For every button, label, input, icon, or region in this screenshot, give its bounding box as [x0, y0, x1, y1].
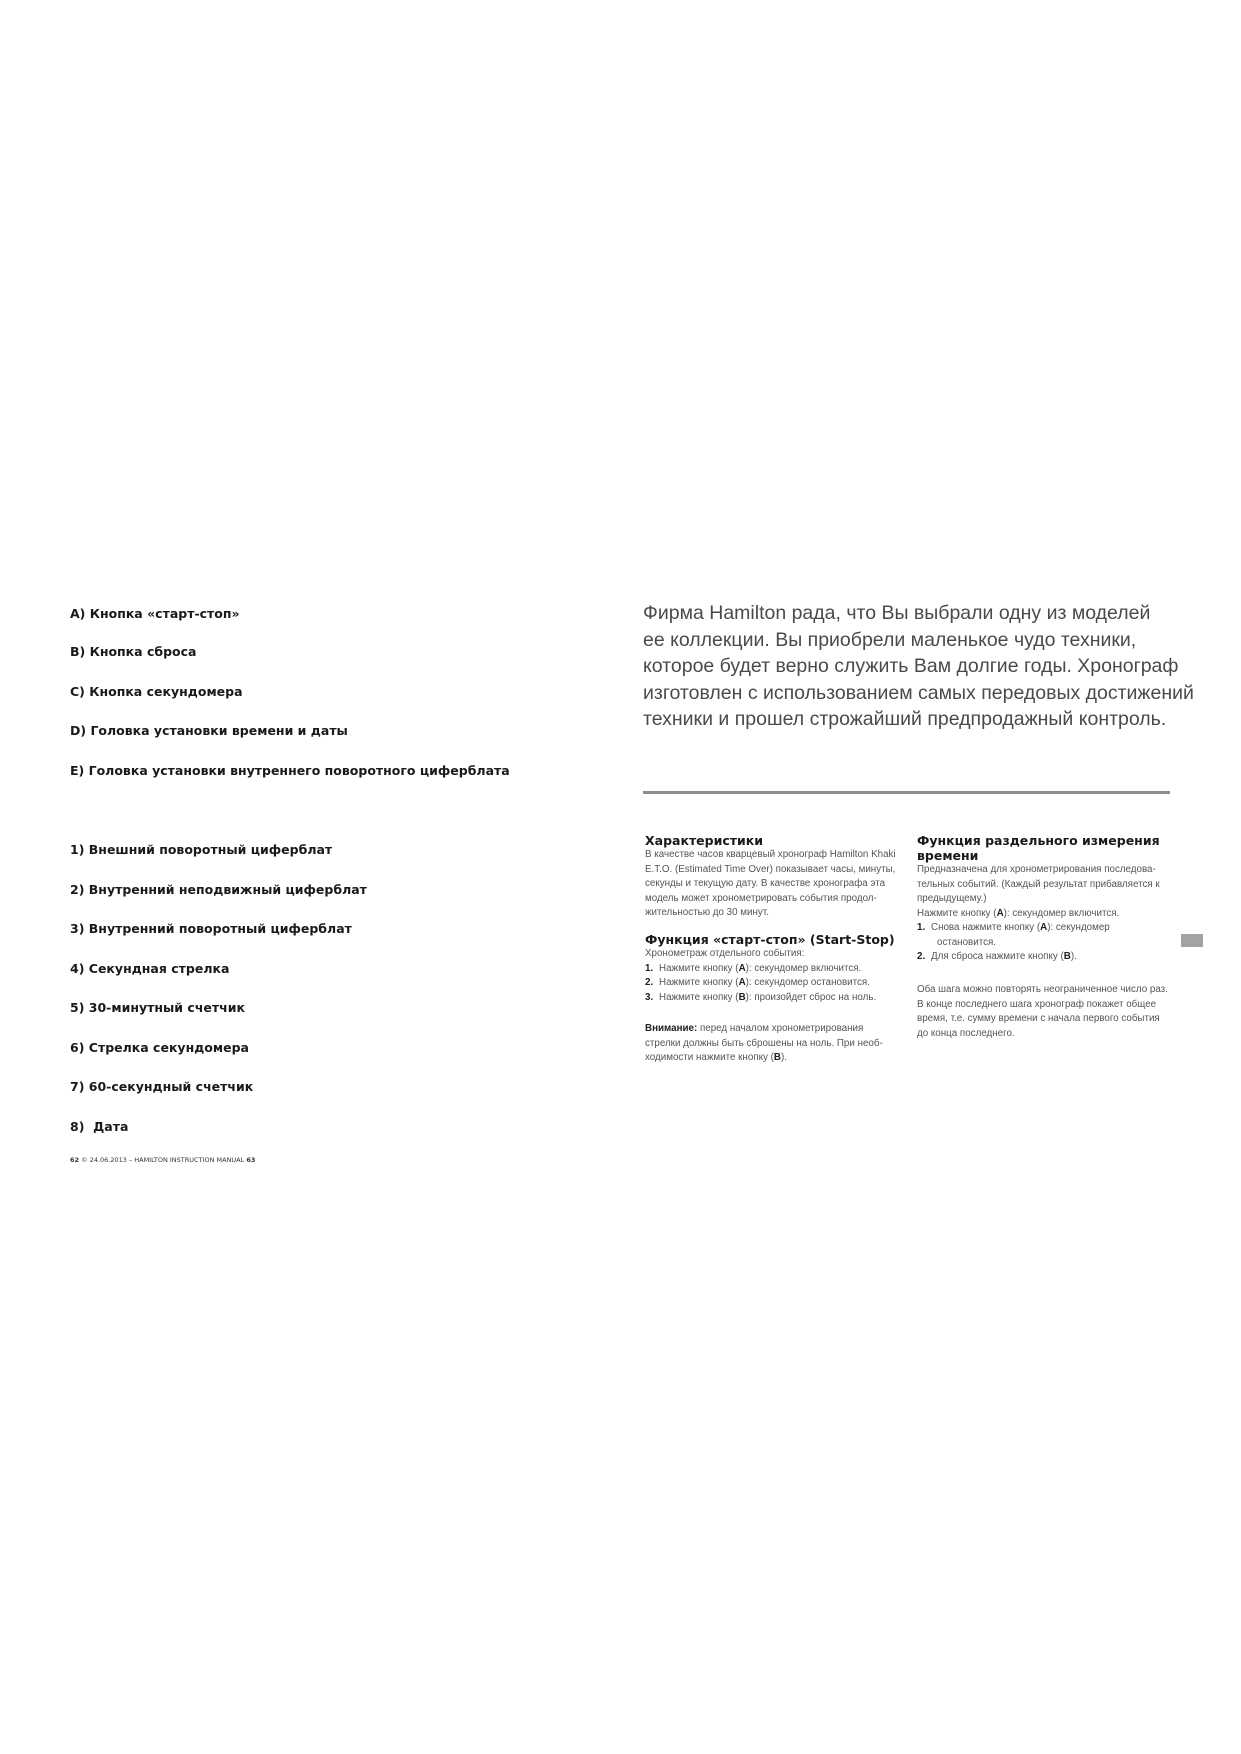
page-number-left: 62: [70, 1156, 80, 1164]
intro-paragraph: Фирма Hamilton рада, что Вы выбрали одну из моделей ее коллекции. Вы приобрели маленькое чудо техники, которое будет верно служить Вам долгие годы. Хронограф изготовлен с использованием самых передовых достижений техники и прошел строжайший предпродажный контроль.: [643, 602, 1194, 730]
legend-item: 3) Внутренний поворотный циферблат: [70, 921, 352, 936]
split-time-section: [917, 833, 1172, 965]
characteristics-title: Характеристики: [645, 833, 764, 848]
legend-item: B) Кнопка сброса: [70, 644, 197, 659]
start-stop-title: Функция «старт-стоп» (Start-Stop): [645, 932, 895, 947]
page-footer: [70, 1156, 255, 1164]
legend-item: 6) Стрелка секундомера: [70, 1040, 249, 1055]
split-time-step: 2. Для сброса нажмите кнопку (B).: [917, 951, 1077, 962]
legend-item: 5) 30-минутный счетчик: [70, 1000, 245, 1015]
start-stop-section: [645, 932, 900, 1005]
start-stop-step: 2. Нажмите кнопку (A): секундомер остановится.: [645, 977, 870, 988]
footer-copyright: © 24.06.2013 – HAMILTON INSTRUCTION MANUAL: [81, 1156, 245, 1164]
legend-item: 2) Внутренний неподвижный циферблат: [70, 882, 367, 897]
characteristics-text: В качестве часов кварцевый хронограф Hamilton Khaki E.T.O. (Estimated Time Over) показывает часы, минуты, секунды и текущую дату. В качестве хронографа эта модель может хронометрировать события продол- жительностью до 30 минут.: [645, 849, 896, 918]
legend-item: D) Головка установки времени и даты: [70, 723, 348, 738]
split-time-text: Предназначена для хронометрирования последова- тельных событий. (Каждый результат прибавляется к предыдущему.) Нажмите кнопку (A): секундомер включится. 1. Снова нажмите кнопку (A): секундомер остановится. 2. Для сброса нажмите кнопку (B).: [917, 863, 1172, 965]
warning-label: Внимание:: [645, 1023, 698, 1034]
warning-note: Внимание: перед началом хронометрирования стрелки должны быть сброшены на ноль. При необ- ходимости нажмите кнопку (B).: [645, 1023, 883, 1063]
start-stop-step: 3. Нажмите кнопку (B): произойдет сброс на ноль.: [645, 991, 877, 1003]
split-time-closing: Оба шага можно повторять неограниченное число раз. В конце последнего шага хронограф покажет общее время, т.е. сумму времени с начала первого события до конца последнего.: [917, 984, 1168, 1039]
legend-item: 8) Дата: [70, 1119, 129, 1134]
section-divider: [643, 791, 1170, 794]
legend-item: C) Кнопка секундомера: [70, 684, 243, 699]
start-stop-step: 1. Нажмите кнопку (A): секундомер включится.: [645, 962, 862, 974]
start-stop-subtitle: Хронометраж отдельного события:: [645, 948, 805, 959]
legend-item: 4) Секундная стрелка: [70, 961, 230, 976]
characteristics-section: [645, 833, 900, 921]
legend-item: 7) 60-секундный счетчик: [70, 1079, 254, 1094]
split-time-title: Функция раздельного измерения времени: [917, 833, 1160, 863]
legend-item: E) Головка установки внутреннего поворотного циферблата: [70, 763, 510, 778]
legend-item: 1) Внешний поворотный циферблат: [70, 842, 333, 857]
legend-item: A) Кнопка «старт-стоп»: [70, 606, 240, 621]
split-time-step: 1. Снова нажмите кнопку (A): секундомер: [917, 922, 1110, 933]
chapter-tab-marker: [1181, 934, 1203, 947]
page-number-right: 63: [246, 1156, 256, 1164]
